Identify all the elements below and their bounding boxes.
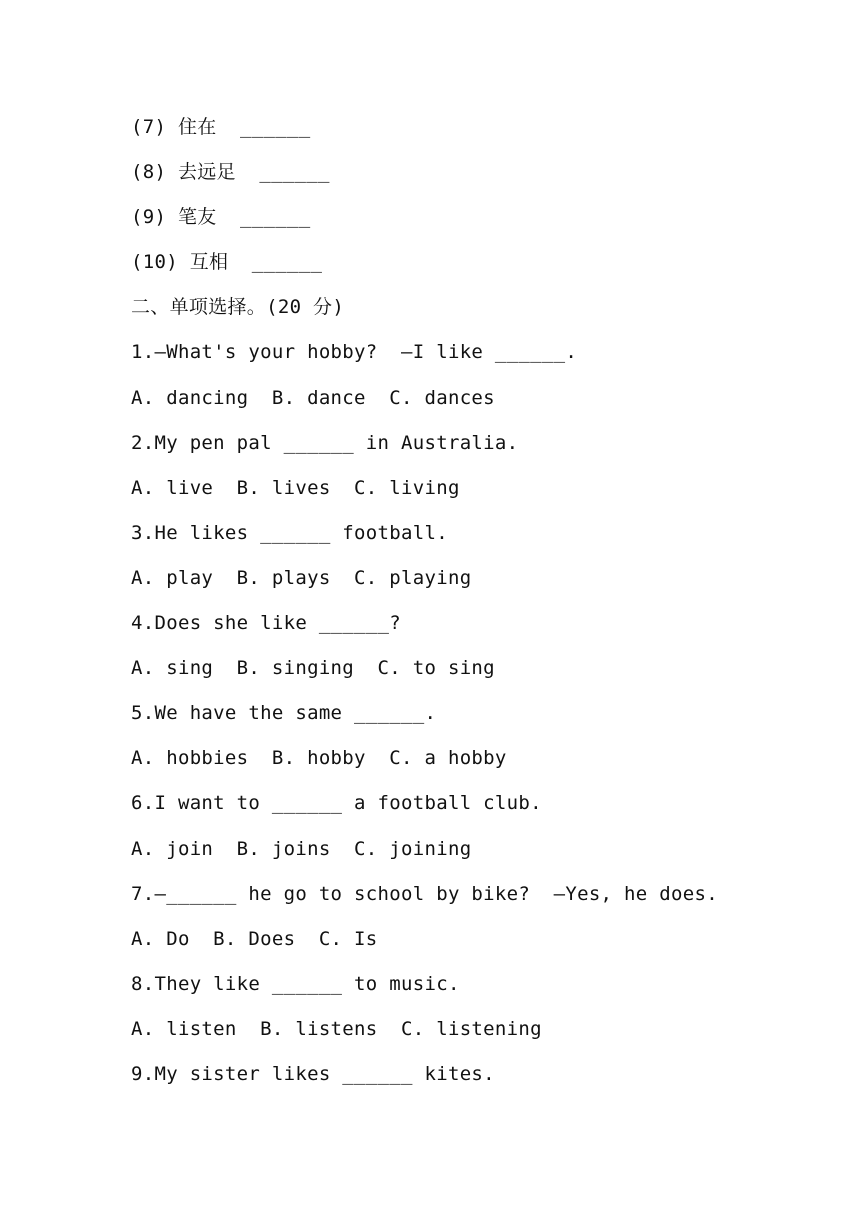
question-5-options: A. hobbies B. hobby C. a hobby [131,747,507,770]
vocab-item-10: (10) 互相 ______ [131,251,323,274]
question-8-stem: 8.They like ______ to music. [131,972,460,995]
section-heading: 二、单项选择。(20 分) [131,296,345,319]
question-2-stem: 2.My pen pal ______ in Australia. [131,431,519,454]
vocab-item-8: (8) 去远足 ______ [131,161,330,184]
question-7-stem: 7.—______ he go to school by bike? —Yes, he does. [131,882,718,905]
question-5-stem: 5.We have the same ______. [131,702,437,725]
question-1-options: A. dancing B. dance C. dances [131,386,495,409]
question-6-options: A. join B. joins C. joining [131,837,472,860]
question-3-stem: 3.He likes ______ football. [131,521,448,544]
question-1-stem: 1.—What's your hobby? —I like ______. [131,341,578,364]
question-4-options: A. sing B. singing C. to sing [131,657,495,680]
question-7-options: A. Do B. Does C. Is [131,927,378,950]
vocab-item-9: (9) 笔友 ______ [131,206,311,229]
worksheet-content [131,110,831,1102]
question-8-options: A. listen B. listens C. listening [131,1017,542,1040]
vocab-item-7: (7) 住在 ______ [131,116,311,138]
question-4-stem: 4.Does she like ______? [131,612,401,635]
question-3-options: A. play B. plays C. playing [131,566,472,589]
question-9-stem: 9.My sister likes ______ kites. [131,1062,495,1085]
question-6-stem: 6.I want to ______ a football club. [131,792,542,815]
question-2-options: A. live B. lives C. living [131,476,460,499]
